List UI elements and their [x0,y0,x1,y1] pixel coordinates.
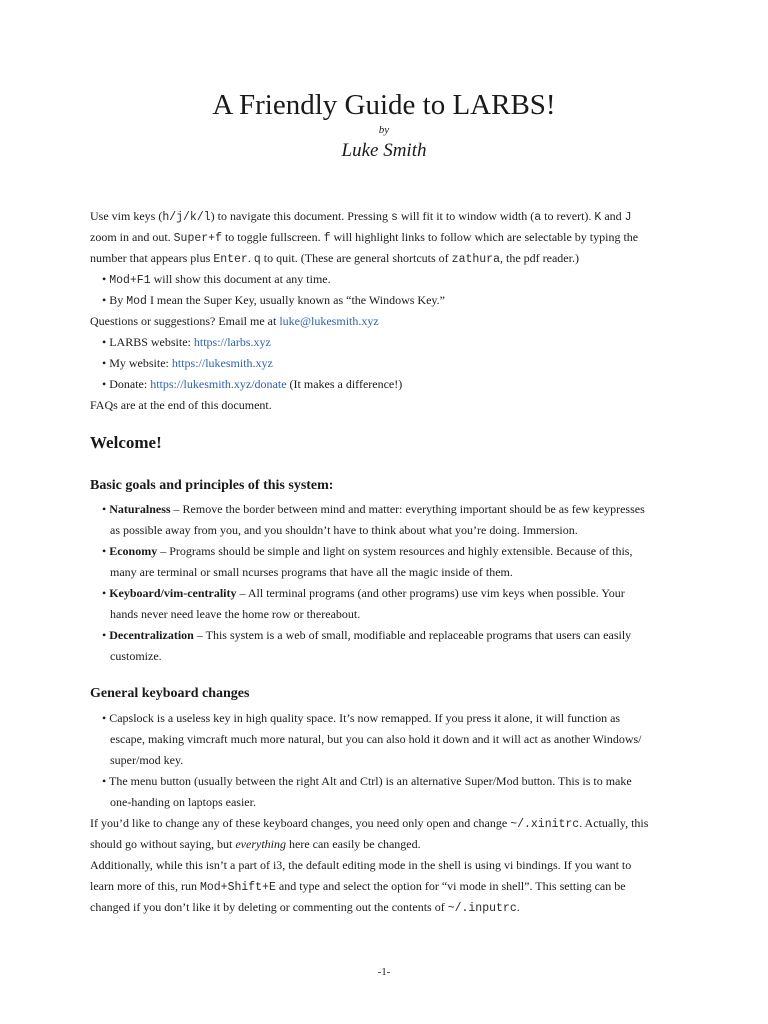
goal-item: • Keyboard/vim-centrality – All terminal programs (and other programs) use vim keys when possible. Your [102,586,625,600]
intro-line-3: number that appears plus Enter. q to quit. (These are general shortcuts of zathura, the pdf reader.) [90,251,579,266]
list-item: • Donate: https://lukesmith.xyz/donate (It makes a difference!) [102,377,403,391]
keyboard-item-menu: • The menu button (usually between the right Alt and Ctrl) is an alternative Super/Mod button. This is to make [102,774,632,788]
additional-line-1: Additionally, while this isn’t a part of i3, the default editing mode in the shell is using vi bindings. If you want to [90,858,632,872]
bullet-icon: • [102,586,107,600]
intro-line-1: Use vim keys (h/j/k/l) to navigate this document. Pressing s will fit it to window width (a to revert). K and J [90,209,632,224]
bullet-icon: • [102,711,107,725]
keyboard-item-capslock: • Capslock is a useless key in high quality space. It’s now remapped. If you press it alone, it will function as [102,711,621,725]
goal-item-continued: many are terminal or small ncurses programs that have all the magic inside of them. [110,565,513,579]
goal-item-continued: hands never need leave the home row or thereabout. [110,607,361,621]
list-item: • By Mod I mean the Super Key, usually known as “the Windows Key.” [102,293,445,308]
goals-heading: Basic goals and principles of this system: [90,478,334,493]
keyboard-item-continued: one-handing on laptops easier. [110,795,256,809]
welcome-heading: Welcome! [90,433,162,452]
additional-line-3: changed if you don’t like it by deleting or commenting out the contents of ~/.inputrc. [90,900,520,915]
bullet-icon: • [102,356,107,370]
faqs-note: FAQs are at the end of this document. [90,398,272,412]
change-line-1: If you’d like to change any of these keyboard changes, you need only open and change ~/.xinitrc. Actually, this [90,816,649,831]
intro-line-2: zoom in and out. Super+f to toggle fullscreen. f will highlight links to follow which are selectable by typing the [90,230,639,245]
change-line-2: should go without saying, but everything here can easily be changed. [90,837,421,851]
goal-item-continued: as possible away from you, and you shouldn’t have to think about what you’re doing. Immersion. [110,523,578,537]
goal-item: • Naturalness – Remove the border between mind and matter: everything important should be as few keypresses [102,502,645,516]
bullet-icon: • [102,544,107,558]
author-name: Luke Smith [341,140,427,161]
page-number: -1- [377,966,391,978]
bullet-icon: • [102,335,107,349]
keyboard-item-continued: escape, making vimcraft much more natural, but you can also hold it down and it will act as another Windows/ [110,732,642,746]
list-item: • Mod+F1 will show this document at any time. [102,272,331,287]
bullet-icon: • [102,774,107,788]
goal-item: • Economy – Programs should be simple and light on system resources and highly extensible. Because of this, [102,544,633,558]
bullet-icon: • [102,502,107,516]
my-website-link[interactable]: https://lukesmith.xyz [171,356,273,370]
byline: by [378,124,390,136]
questions-line: Questions or suggestions? Email me at luke@lukesmith.xyz [90,314,379,328]
email-link[interactable]: luke@lukesmith.xyz [279,314,379,328]
goal-item: • Decentralization – This system is a web of small, modifiable and replaceable programs that users can easily [102,628,632,642]
additional-line-2: learn more of this, run Mod+Shift+E and type and select the option for “vi mode in shell”. This setting can be [90,879,626,894]
list-item: • LARBS website: https://larbs.xyz [102,335,271,349]
goal-item-continued: customize. [110,649,162,663]
donate-link[interactable]: https://lukesmith.xyz/donate [150,377,287,391]
list-item: • My website: https://lukesmith.xyz [102,356,273,370]
document-title: A Friendly Guide to LARBS! [212,89,556,121]
bullet-icon: • [102,293,107,307]
larbs-website-link[interactable]: https://larbs.xyz [193,335,271,349]
bullet-icon: • [102,377,107,391]
keyboard-item-continued: super/mod key. [110,753,184,767]
bullet-icon: • [102,628,107,642]
bullet-icon: • [102,272,107,286]
keyboard-heading: General keyboard changes [90,686,250,701]
